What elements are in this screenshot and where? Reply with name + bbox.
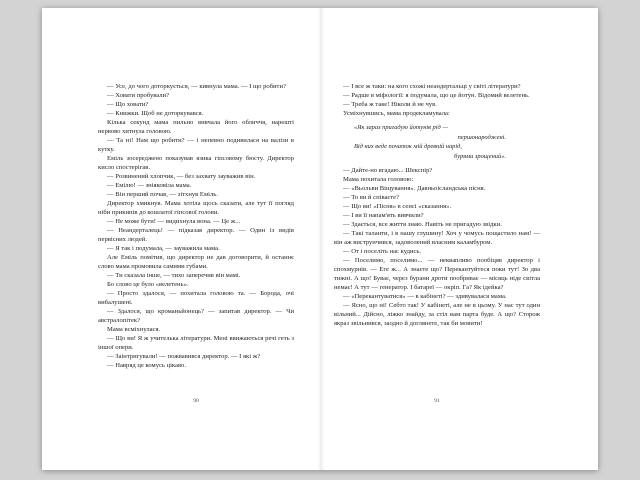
- verse-block: [354, 123, 506, 161]
- paragraph: — Книжки. Щоб не доторкувався.: [107, 110, 204, 117]
- verse-line: Від них веде початок мій древній нарід,: [354, 143, 462, 150]
- paragraph: — От і поселіть нас кудись.: [343, 248, 422, 255]
- paragraph: — Просто здалося, — похитала головою та. — Борода, очі вибалушені.: [98, 290, 294, 306]
- page-number-right: 91: [434, 398, 440, 404]
- paragraph: — Заінтригували! — пожвавився директор. — І які ж?: [107, 353, 261, 360]
- paragraph: — Здалося, що кроманьйонець? — запитав директор. — Чи австралопітек?: [98, 308, 294, 324]
- paragraph: — Розвинений хлопчик, — без захвату зауважив він.: [107, 173, 256, 180]
- paragraph: — Дайте-но вгадаю... Шекспір?: [343, 167, 433, 174]
- paragraph: — Такі таланти, і в нашу глушину! Хоч у чомусь пощастило нам! — він аж виструнчився, задоволений власним каламбуром.: [334, 230, 540, 246]
- paragraph: Бо слово це було «велетень».: [107, 281, 189, 288]
- paragraph: — Поселимо, поселимо... — неквапливо пообіцяв директор і спохмурнів. — Еге ж... А знаєте що? Перекантуйтеся поки тут! Зо два тижні. А що! Буває, через бурани дроти пообриває — місяць ніде світла немає! А тут — генератор. І батареї — окріп. Га? Як ідейка?: [334, 257, 540, 291]
- paragraph: — Радше в міфології: я подумала, що це йотун. Відомий велетень.: [343, 92, 530, 99]
- paragraph: — «Перекантуватися» — в кабінеті? — здивувалася мама.: [343, 293, 507, 300]
- book-spine-shadow: [318, 8, 324, 470]
- paragraph: — Усе, до чого доторкується, — кивнула мама. — І що робити?: [107, 83, 286, 90]
- paragraph: — Ховати пробували?: [107, 92, 170, 99]
- verse-line: першонароджені.: [457, 133, 506, 141]
- paragraph: — То ви й співаєте?: [343, 194, 399, 201]
- paragraph: — І все ж таки: на кого схожі неандертальці у світі літератури?: [343, 83, 521, 90]
- book-spread: [42, 8, 598, 470]
- paragraph: Директор хмикнув. Мама хотіла щось сказати, але тут її погляд ніби прикипів до кошлатої гіпсової голови.: [98, 200, 294, 216]
- paragraph: — Треба ж таке! Ніколи й не чув.: [343, 101, 437, 108]
- paragraph: — Емілю! — зніяковіла мама.: [107, 182, 192, 189]
- left-page-text: [98, 82, 294, 370]
- paragraph: — Здається, все життя знаю. Навіть не пригадую звідки.: [343, 221, 502, 228]
- paragraph: — Що ви! «Пісня» в сенсі «сказання».: [343, 203, 452, 210]
- paragraph: — Ясно, що ні! Себто так! У кабінеті, але не в цьому. У нас тут один вільний... Дійсно, ліжко знайду, за стіл вам парта буде. А що? Сторож якраз звільнився, заодно й доглянете, так би мовити!: [334, 302, 540, 327]
- right-page-text: [334, 82, 540, 328]
- paragraph: Мама всміхнулася.: [107, 326, 161, 333]
- paragraph: — Він перший почав, — зітхнув Еміль.: [107, 191, 218, 198]
- paragraph: — Я так і подумала, — зауважила мама.: [107, 245, 220, 252]
- page-number-left: 90: [193, 398, 199, 404]
- paragraph: — Навряд це комусь цікаво.: [107, 362, 186, 369]
- paragraph: Кілька секунд мама пильно вивчала його обличчя, нарешті нервово хитнула головою.: [98, 119, 294, 135]
- verse-line: «Як зараз пригадую йотунів рід —: [354, 124, 448, 131]
- paragraph: Але Еміль помітив, що директор не дав договорити, й останнє слово мама промовила самими губами.: [98, 254, 294, 270]
- paragraph: Мама похитала головою:: [343, 176, 414, 183]
- paragraph: — Та ні! Нам що робити? — і непевно подивилася на валізи в кутку.: [98, 137, 294, 153]
- paragraph: — Неандерталець! — підказав директор. — Один із видів первісних людей.: [98, 227, 294, 243]
- paragraph: Усміхнувшись, мама продекламувала:: [343, 110, 450, 117]
- paragraph: — Що ховати?: [107, 101, 149, 108]
- verse-line: бурями зрощений».: [454, 152, 506, 160]
- paragraph: Еміль зосереджено показував язика гіпсовому бюсту. Директор кисло спостерігав.: [98, 155, 294, 171]
- paragraph: — Не може бути! — видихнула вона. — Це ж...: [107, 218, 241, 225]
- paragraph: — Що ви! Я ж учителька літератури. Мені ввижаються речі геть з іншої опери.: [98, 335, 294, 351]
- paragraph: — І ви її напам'ять вивчили?: [343, 212, 424, 219]
- paragraph: — Ти сказала інше, — тихо заперечив він мамі.: [107, 272, 241, 279]
- paragraph: — «Вьольви Віщування». Давньоісландська пісня.: [343, 185, 486, 192]
